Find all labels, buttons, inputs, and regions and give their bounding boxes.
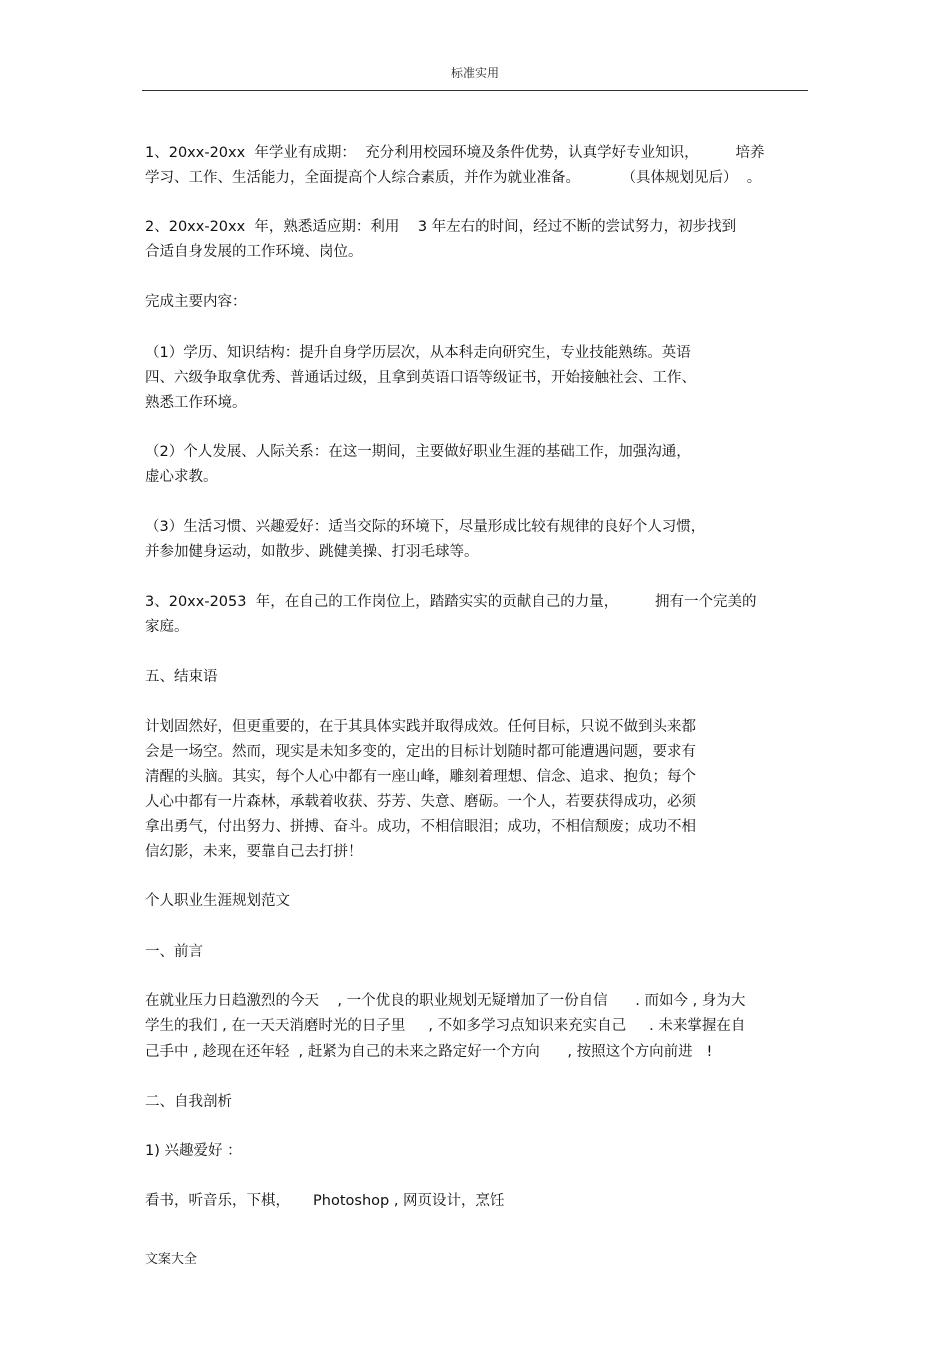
- text-line: 虚心求教。: [145, 469, 218, 485]
- text-line: 计划固然好，但更重要的，在于其具体实践并取得成效。任何目标，只说不做到头来都: [145, 719, 696, 735]
- page-footer: 文案大全: [145, 1252, 198, 1267]
- document-title: 个人职业生涯规划范文: [145, 893, 290, 909]
- page-header: 标准实用: [450, 66, 499, 80]
- text-line: 熟悉工作环境。: [145, 395, 247, 411]
- text-line: 清醒的头脑。其实，每个人心中都有一座山峰，雕刻着理想、信念、追求、抱负；每个: [145, 769, 696, 785]
- text-line: （2）个人发展、人际关系：在这一期间，主要做好职业生涯的基础工作，加强沟通，: [145, 444, 691, 460]
- section-heading: 完成主要内容：: [145, 294, 247, 310]
- text-line: 学习、工作、生活能力，全面提高个人综合素质，并作为就业准备。 （具体规划见后） 。: [145, 170, 762, 186]
- header-divider: [142, 90, 808, 91]
- text-line: 信幻影，未来，要靠自己去打拼！: [145, 844, 363, 860]
- text-line: 学生的我们 , 在一天天消磨时光的日子里 , 不如多学习点知识来充实自己 . 未来掌握在自: [145, 1018, 746, 1034]
- text-line: （1）学历、知识结构：提升自身学历层次，从本科走向研究生，专业技能熟练。英语: [145, 345, 691, 361]
- text-line: 四、六级争取拿优秀、普通话过级，且拿到英语口语等级证书，开始接触社会、工作、: [145, 370, 696, 386]
- text-line: 并参加健身运动，如散步、跳健美操、打羽毛球等。: [145, 544, 479, 560]
- text-line: 合适自身发展的工作环境、岗位。: [145, 244, 363, 260]
- text-line: 1、20xx-20xx 年学业有成期： 充分利用校园环境及条件优势，认真学好专业知识， 培养: [145, 145, 765, 161]
- text-line: 家庭。: [145, 619, 189, 635]
- text-line: 己手中 , 趁现在还年轻 , 赶紧为自己的未来之路定好一个方向 , 按照这个方向前进 !: [145, 1044, 713, 1060]
- text-line: 拿出勇气，付出努力、拼搏、奋斗。成功，不相信眼泪；成功，不相信颓废；成功不相: [145, 819, 696, 835]
- text-line: 会是一场空。然而，现实是未知多变的，定出的目标计划随时都可能遭遇问题，要求有: [145, 744, 696, 760]
- section-heading: 二、自我剖析: [145, 1094, 232, 1110]
- text-line: 2、20xx-20xx 年，熟悉适应期：利用 3 年左右的时间，经过不断的尝试努力，初步找到: [145, 219, 737, 235]
- text-line: 3、20xx-2053 年，在自己的工作岗位上，踏踏实实的贡献自己的力量， 拥有一个完美的: [145, 594, 757, 610]
- text-line: 1) 兴趣爱好 ：: [145, 1143, 242, 1159]
- text-line: （3）生活习惯、兴趣爱好：适当交际的环境下，尽量形成比较有规律的良好个人习惯，: [145, 519, 706, 535]
- text-line: 看书，听音乐，下棋， Photoshop , 网页设计，烹饪: [145, 1193, 505, 1209]
- section-heading: 一、前言: [145, 944, 203, 960]
- text-line: 在就业压力日趋激烈的今天 , 一个优良的职业规划无疑增加了一份自信 . 而如今 , 身为大: [145, 993, 746, 1009]
- section-heading: 五、结束语: [145, 669, 218, 685]
- text-line: 人心中都有一片森林，承载着收获、芬芳、失意、磨砺。一个人，若要获得成功，必须: [145, 794, 696, 810]
